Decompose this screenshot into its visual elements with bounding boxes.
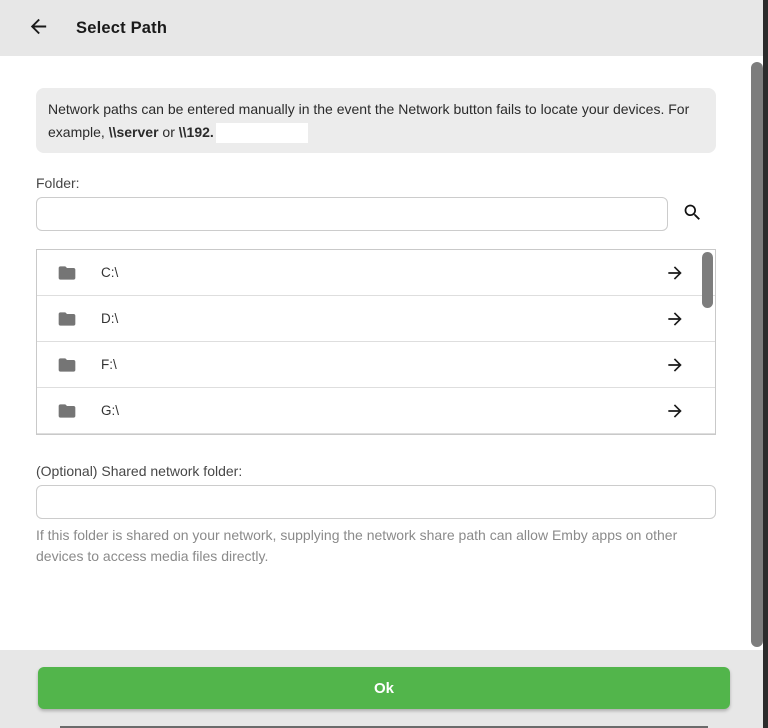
drive-label: F:\ xyxy=(101,357,117,372)
notice-text: Network paths can be entered manually in the event the Network button fails to locate your devices. For example, xyxy=(48,101,690,140)
folder-row-d[interactable] xyxy=(37,296,715,342)
drive-label: D:\ xyxy=(101,311,119,326)
network-share-help-text: If this folder is shared on your network, supplying the network share path can allow Emby apps on other devices to access media files directly. xyxy=(36,527,678,564)
dialog-footer xyxy=(0,650,768,728)
folder-field-label: Folder: xyxy=(36,175,80,191)
arrow-right-icon xyxy=(665,263,685,283)
arrow-right-icon xyxy=(665,401,685,421)
folder-list-scrollbar-thumb[interactable] xyxy=(702,252,713,308)
network-share-label: (Optional) Shared network folder: xyxy=(36,463,243,479)
dialog-content xyxy=(0,56,752,650)
page-title: Select Path xyxy=(76,18,168,37)
network-share-input[interactable] xyxy=(36,485,716,519)
page-scrollbar-thumb[interactable] xyxy=(751,62,763,647)
network-path-notice xyxy=(36,88,716,153)
ok-button[interactable]: Ok xyxy=(38,667,730,709)
folder-row-f[interactable] xyxy=(37,342,715,388)
notice-server-example: \\server xyxy=(108,124,159,140)
folder-input[interactable] xyxy=(36,197,668,231)
dialog-header xyxy=(0,0,768,56)
notice-or-text: or xyxy=(158,124,179,140)
folder-row-c[interactable] xyxy=(37,250,715,296)
window-right-edge xyxy=(763,0,768,728)
arrow-right-icon xyxy=(665,309,685,329)
folder-icon xyxy=(57,263,77,283)
notice-ip-example: \\192. xyxy=(178,124,214,140)
back-button[interactable] xyxy=(20,10,56,46)
folder-icon xyxy=(57,401,77,421)
search-button[interactable] xyxy=(668,197,716,231)
redacted-area xyxy=(216,123,308,143)
arrow-left-icon xyxy=(27,15,50,41)
folder-input-row xyxy=(36,197,716,231)
folder-icon xyxy=(57,355,77,375)
search-icon xyxy=(682,202,703,226)
network-share-input-row xyxy=(36,485,716,519)
folder-icon xyxy=(57,309,77,329)
arrow-right-icon xyxy=(665,355,685,375)
drive-label: C:\ xyxy=(101,265,119,280)
folder-list xyxy=(36,249,716,435)
drive-label: G:\ xyxy=(101,403,120,418)
folder-row-g[interactable] xyxy=(37,388,715,434)
